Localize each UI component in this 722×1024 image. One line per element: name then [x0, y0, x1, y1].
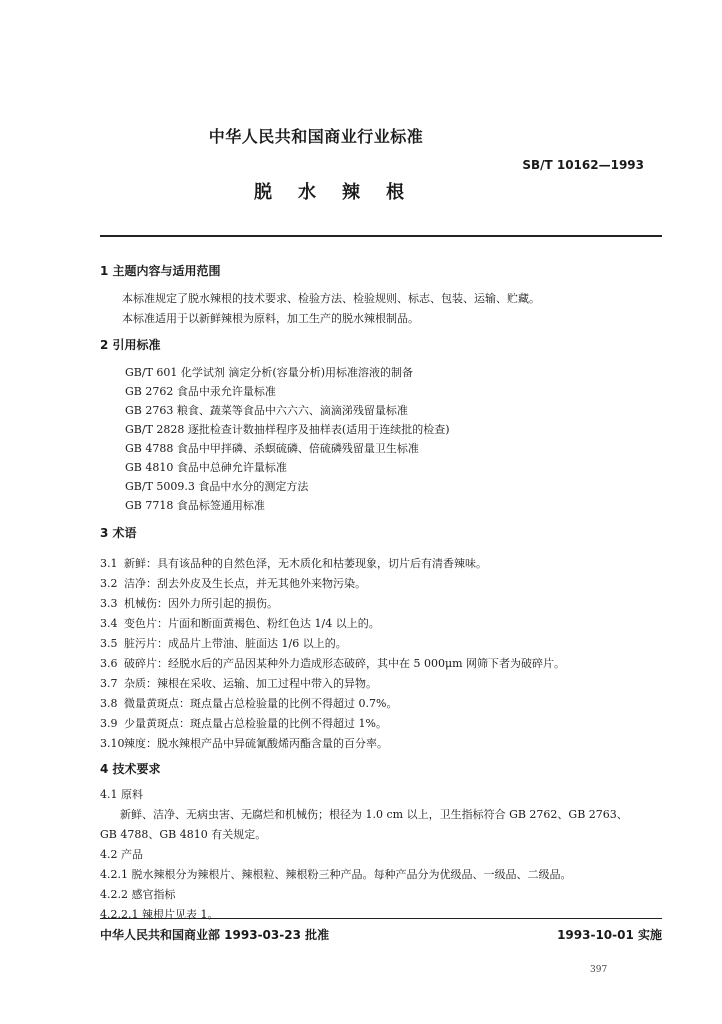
header-rule: [100, 235, 662, 237]
issuing-organization: 中华人民共和国商业行业标准: [208, 127, 424, 146]
implementation-date: 1993-10-01 实施: [557, 928, 662, 942]
subsection-4-2-2-1: 4.2.2.1 辣根片见表 1。: [100, 908, 219, 921]
section-3-heading: 3 术语: [100, 526, 137, 540]
term-item: [100, 675, 377, 691]
subsection-4-1-text-continued: GB 4788、GB 4810 有关规定。: [100, 828, 267, 841]
section-2-heading: 2 引用标准: [100, 338, 161, 352]
term-item: [100, 555, 487, 571]
term-text: 辣度：脱水辣根产品中异硫氰酸烯丙酯含量的百分率。: [124, 737, 388, 750]
reference-item: GB 2762 食品中汞允许量标准: [125, 385, 276, 398]
reference-item: GB/T 601 化学试剂 滴定分析(容量分析)用标准溶液的制备: [125, 366, 413, 379]
subsection-4-1: 4.1 原料: [100, 788, 143, 801]
footer-rule: [100, 918, 662, 919]
term-text: 变色片：片面和断面黄褐色、粉红色达 1/4 以上的。: [124, 617, 380, 630]
term-number: 3.1: [100, 557, 118, 570]
reference-item: GB/T 5009.3 食品中水分的测定方法: [125, 480, 309, 493]
document-title: 脱水辣根: [254, 182, 430, 203]
subsection-4-2-1: 4.2.1 脱水辣根分为辣根片、辣根粒、辣根粉三种产品。每种产品分为优级品、一级品、二级品。: [100, 868, 572, 881]
term-text: 洁净：刮去外皮及生长点，并无其他外来物污染。: [124, 577, 366, 590]
term-number: 3.5: [100, 637, 118, 650]
reference-item: GB 4810 食品中总砷允许量标准: [125, 461, 287, 474]
reference-item: GB 4788 食品中甲拌磷、杀螟硫磷、倍硫磷残留量卫生标准: [125, 442, 419, 455]
term-item: [100, 695, 397, 711]
term-number: 3.10: [100, 737, 125, 750]
term-text: 微量黄斑点：斑点量占总检验量的比例不得超过 0.7%。: [124, 697, 398, 710]
term-number: 3.2: [100, 577, 118, 590]
term-number: 3.3: [100, 597, 118, 610]
term-text: 脏污片：成品片上带油、脏面达 1/6 以上的。: [124, 637, 347, 650]
term-number: 3.9: [100, 717, 118, 730]
reference-item: GB 2763 粮食、蔬菜等食品中六六六、滴滴涕残留量标准: [125, 404, 408, 417]
subsection-4-2: 4.2 产品: [100, 848, 143, 861]
section-1-paragraph-1: 本标准规定了脱水辣根的技术要求、检验方法、检验规则、标志、包装、运输、贮藏。: [122, 292, 540, 305]
reference-item: GB 7718 食品标签通用标准: [125, 499, 265, 512]
term-item: [100, 735, 388, 751]
standard-code: SB/T 10162—1993: [522, 158, 644, 172]
term-item: [100, 715, 387, 731]
section-1-heading: 1 主题内容与适用范围: [100, 264, 221, 278]
term-number: 3.4: [100, 617, 118, 630]
term-number: 3.6: [100, 657, 118, 670]
term-number: 3.8: [100, 697, 118, 710]
term-item: [100, 635, 347, 651]
term-item: [100, 575, 366, 591]
reference-item: GB/T 2828 逐批检查计数抽样程序及抽样表(适用于连续批的检查): [125, 423, 450, 436]
term-text: 新鲜：具有该品种的自然色泽，无木质化和枯萎现象，切片后有清香辣味。: [124, 557, 487, 570]
subsection-4-1-text: 新鲜、洁净、无病虫害、无腐烂和机械伤；根径为 1.0 cm 以上，卫生指标符合 GB 2762、GB 2763、: [120, 808, 628, 821]
term-item: [100, 615, 380, 631]
approval-line: 中华人民共和国商业部 1993-03-23 批准: [100, 928, 330, 942]
term-text: 少量黄斑点：斑点量占总检验量的比例不得超过 1%。: [124, 717, 387, 730]
term-item: [100, 595, 278, 611]
section-1-paragraph-2: 本标准适用于以新鲜辣根为原料，加工生产的脱水辣根制品。: [122, 312, 419, 325]
term-text: 破碎片：经脱水后的产品因某种外力造成形态破碎，其中在 5 000μm 网筛下者为破碎片。: [124, 657, 566, 670]
term-number: 3.7: [100, 677, 118, 690]
page-number: 397: [590, 965, 608, 975]
term-text: 机械伤：因外力所引起的损伤。: [124, 597, 278, 610]
section-4-heading: 4 技术要求: [100, 762, 161, 776]
term-text: 杂质：辣根在采收、运输、加工过程中带入的异物。: [124, 677, 377, 690]
term-item: [100, 655, 565, 671]
subsection-4-2-2: 4.2.2 感官指标: [100, 888, 176, 901]
